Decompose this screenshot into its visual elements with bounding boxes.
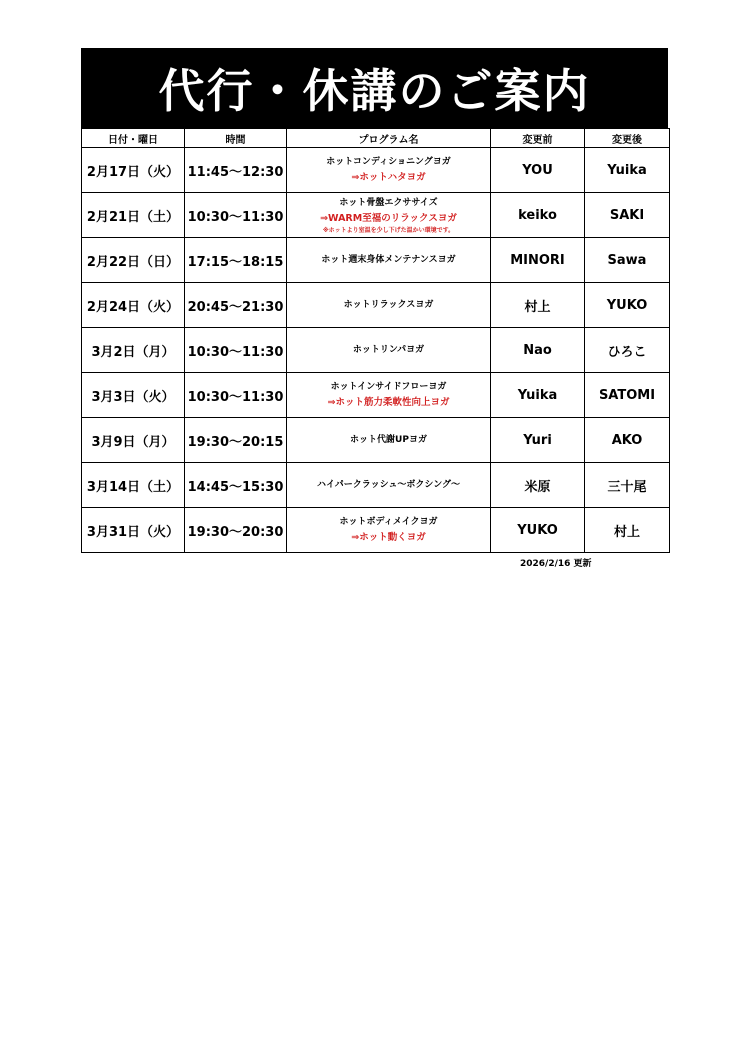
- program-name: ホット代謝UPヨガ: [350, 434, 427, 445]
- program-cell: [287, 238, 491, 283]
- instructor-before: 米原: [491, 463, 585, 508]
- program-name: ホットリラックスヨガ: [343, 299, 434, 310]
- table-row: [82, 463, 670, 508]
- table-row: [82, 508, 670, 553]
- date-cell: 2月21日（土）: [82, 193, 185, 238]
- time-cell: 14:45～15:30: [185, 463, 287, 508]
- program-cell: [287, 463, 491, 508]
- instructor-after: Sawa: [585, 238, 670, 283]
- program-change: ⇒WARM至福のリラックスヨガ: [320, 212, 457, 224]
- date-cell: 2月22日（日）: [82, 238, 185, 283]
- instructor-after: ひろこ: [585, 328, 670, 373]
- program-name: ホットリンパヨガ: [352, 344, 425, 355]
- time-cell: 11:45～12:30: [185, 148, 287, 193]
- program-name: ホット骨盤エクササイズ: [339, 197, 438, 208]
- date-cell: 3月3日（火）: [82, 373, 185, 418]
- program-change: ⇒ホット筋力柔軟性向上ヨガ: [327, 397, 450, 408]
- page-title: 代行・休講のご案内: [81, 48, 668, 128]
- time-cell: 10:30～11:30: [185, 373, 287, 418]
- instructor-after: Yuika: [585, 148, 670, 193]
- instructor-before: keiko: [491, 193, 585, 238]
- program-cell: [287, 193, 491, 238]
- table-row: [82, 418, 670, 463]
- instructor-before: Nao: [491, 328, 585, 373]
- instructor-before: YUKO: [491, 508, 585, 553]
- table-row: [82, 193, 670, 238]
- instructor-after: AKO: [585, 418, 670, 463]
- program-name: ホットボディメイクヨガ: [339, 517, 438, 527]
- instructor-before: 村上: [491, 283, 585, 328]
- instructor-before: YOU: [491, 148, 585, 193]
- program-name: ホット週末身体メンテナンスヨガ: [321, 254, 456, 265]
- time-cell: 10:30～11:30: [185, 328, 287, 373]
- program-change: ⇒ホットハタヨガ: [351, 172, 426, 183]
- date-cell: 3月9日（月）: [82, 418, 185, 463]
- program-cell: [287, 148, 491, 193]
- program-cell: [287, 328, 491, 373]
- program-name: ホットコンディショニングヨガ: [326, 157, 451, 167]
- instructor-before: MINORI: [491, 238, 585, 283]
- header-program: プログラム名: [287, 129, 491, 148]
- instructor-before: Yuika: [491, 373, 585, 418]
- program-cell: [287, 283, 491, 328]
- program-cell: [287, 373, 491, 418]
- table-row: [82, 148, 670, 193]
- header-before: 変更前: [491, 129, 585, 148]
- header-after: 変更後: [585, 129, 670, 148]
- date-cell: 3月31日（火）: [82, 508, 185, 553]
- instructor-before: Yuri: [491, 418, 585, 463]
- header-date: 日付・曜日: [82, 129, 185, 148]
- table-row: [82, 328, 670, 373]
- table-header-row: [82, 129, 670, 148]
- instructor-after: 村上: [585, 508, 670, 553]
- instructor-after: SAKI: [585, 193, 670, 238]
- time-cell: 19:30～20:15: [185, 418, 287, 463]
- header-time: 時間: [185, 129, 287, 148]
- schedule-table: [81, 128, 670, 553]
- program-cell: [287, 418, 491, 463]
- table-row: [82, 238, 670, 283]
- time-cell: 19:30～20:30: [185, 508, 287, 553]
- program-name: ホットインサイドフローヨガ: [330, 382, 447, 392]
- table-row: [82, 373, 670, 418]
- table-row: [82, 283, 670, 328]
- program-note: ※ホットより室温を少し下げた温かい環境です。: [322, 226, 455, 234]
- program-cell: [287, 508, 491, 553]
- program-name: ハイパークラッシュ～ボクシング～: [316, 479, 461, 490]
- instructor-after: 三十尾: [585, 463, 670, 508]
- instructor-after: SATOMI: [585, 373, 670, 418]
- date-cell: 3月2日（月）: [82, 328, 185, 373]
- time-cell: 10:30～11:30: [185, 193, 287, 238]
- date-cell: 2月17日（火）: [82, 148, 185, 193]
- instructor-after: YUKO: [585, 283, 670, 328]
- updated-date: 2026/2/16 更新: [520, 559, 592, 569]
- time-cell: 20:45～21:30: [185, 283, 287, 328]
- time-cell: 17:15～18:15: [185, 238, 287, 283]
- program-change: ⇒ホット動くヨガ: [351, 532, 426, 543]
- date-cell: 3月14日（土）: [82, 463, 185, 508]
- date-cell: 2月24日（火）: [82, 283, 185, 328]
